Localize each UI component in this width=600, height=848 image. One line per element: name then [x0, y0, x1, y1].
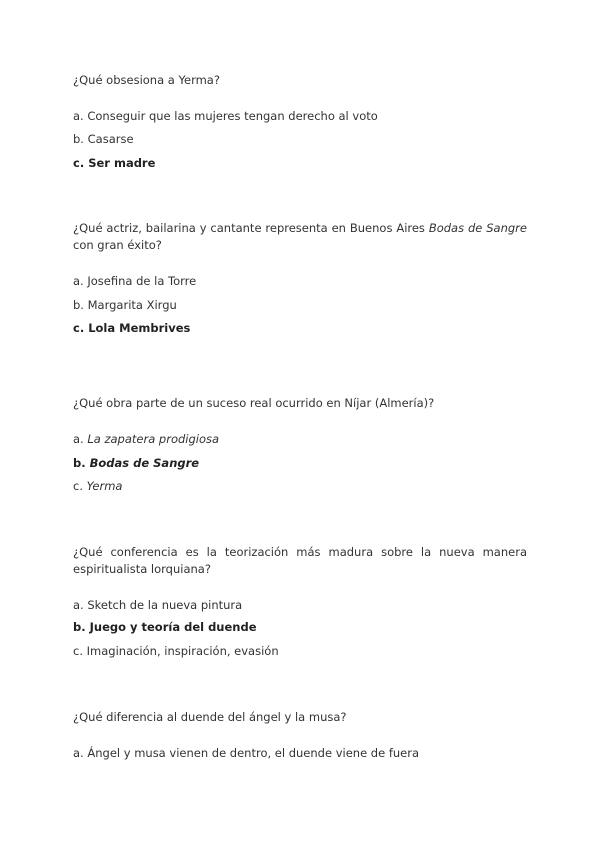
- question-4: ¿Qué conferencia es la teorización más madura sobre la nueva manera espiritualista lorquiana?: [73, 545, 527, 576]
- option-text: La zapatera prodigiosa: [87, 432, 220, 446]
- option-text: Imaginación, inspiración, evasión: [86, 644, 279, 658]
- question-5: ¿Qué diferencia al duende del ángel y la musa?: [73, 710, 347, 724]
- question-1-option-a: [73, 108, 527, 125]
- option-text: Bodas de Sangre: [89, 456, 200, 470]
- option-text: Ser madre: [88, 156, 156, 170]
- option-text: Yerma: [86, 479, 123, 493]
- option-text: Lola Membrives: [88, 321, 191, 335]
- question-4-option-a: [73, 597, 527, 614]
- option-text: Conseguir que las mujeres tengan derecho al voto: [87, 109, 378, 123]
- option-text: Margarita Xirgu: [87, 298, 177, 312]
- option-text: Ángel y musa vienen de dentro, el duende viene de fuera: [87, 746, 420, 760]
- option-prefix: a.: [73, 432, 88, 446]
- option-prefix: b.: [73, 132, 88, 146]
- option-prefix: a.: [73, 746, 88, 760]
- option-prefix: b.: [73, 620, 90, 634]
- option-prefix: a.: [73, 109, 88, 123]
- option-text: Casarse: [87, 132, 134, 146]
- option-text: Josefina de la Torre: [87, 274, 197, 288]
- question-4-option-c: [73, 643, 527, 660]
- question-2: [73, 220, 527, 254]
- option-prefix: a.: [73, 598, 88, 612]
- option-prefix: c.: [73, 479, 87, 493]
- question-4-option-b-correct: [73, 619, 527, 636]
- question-5-option-a: [73, 745, 527, 762]
- question-text: con gran éxito?: [73, 238, 162, 252]
- question-2-option-c-correct: [73, 320, 527, 337]
- option-prefix: c.: [73, 156, 89, 170]
- question-2-option-a: [73, 273, 527, 290]
- option-prefix: c.: [73, 321, 89, 335]
- option-text: Juego y teoría del duende: [89, 620, 257, 634]
- question-3-option-a: [73, 431, 527, 448]
- question-title-italic: Bodas de Sangre: [428, 221, 527, 235]
- option-prefix: b.: [73, 456, 90, 470]
- question-1-option-c-correct: [73, 155, 527, 172]
- question-3: ¿Qué obra parte de un suceso real ocurrido en Níjar (Almería)?: [73, 396, 435, 410]
- option-prefix: b.: [73, 298, 88, 312]
- question-3-option-b-correct: [73, 455, 527, 472]
- question-1-option-b: [73, 131, 527, 148]
- question-2-option-b: [73, 297, 527, 314]
- question-3-option-c: [73, 478, 527, 495]
- question-text: ¿Qué actriz, bailarina y cantante representa en Buenos Aires: [73, 221, 429, 235]
- option-prefix: a.: [73, 274, 88, 288]
- option-text: Sketch de la nueva pintura: [87, 598, 243, 612]
- option-prefix: c.: [73, 644, 87, 658]
- question-1: ¿Qué obsesiona a Yerma?: [73, 73, 220, 87]
